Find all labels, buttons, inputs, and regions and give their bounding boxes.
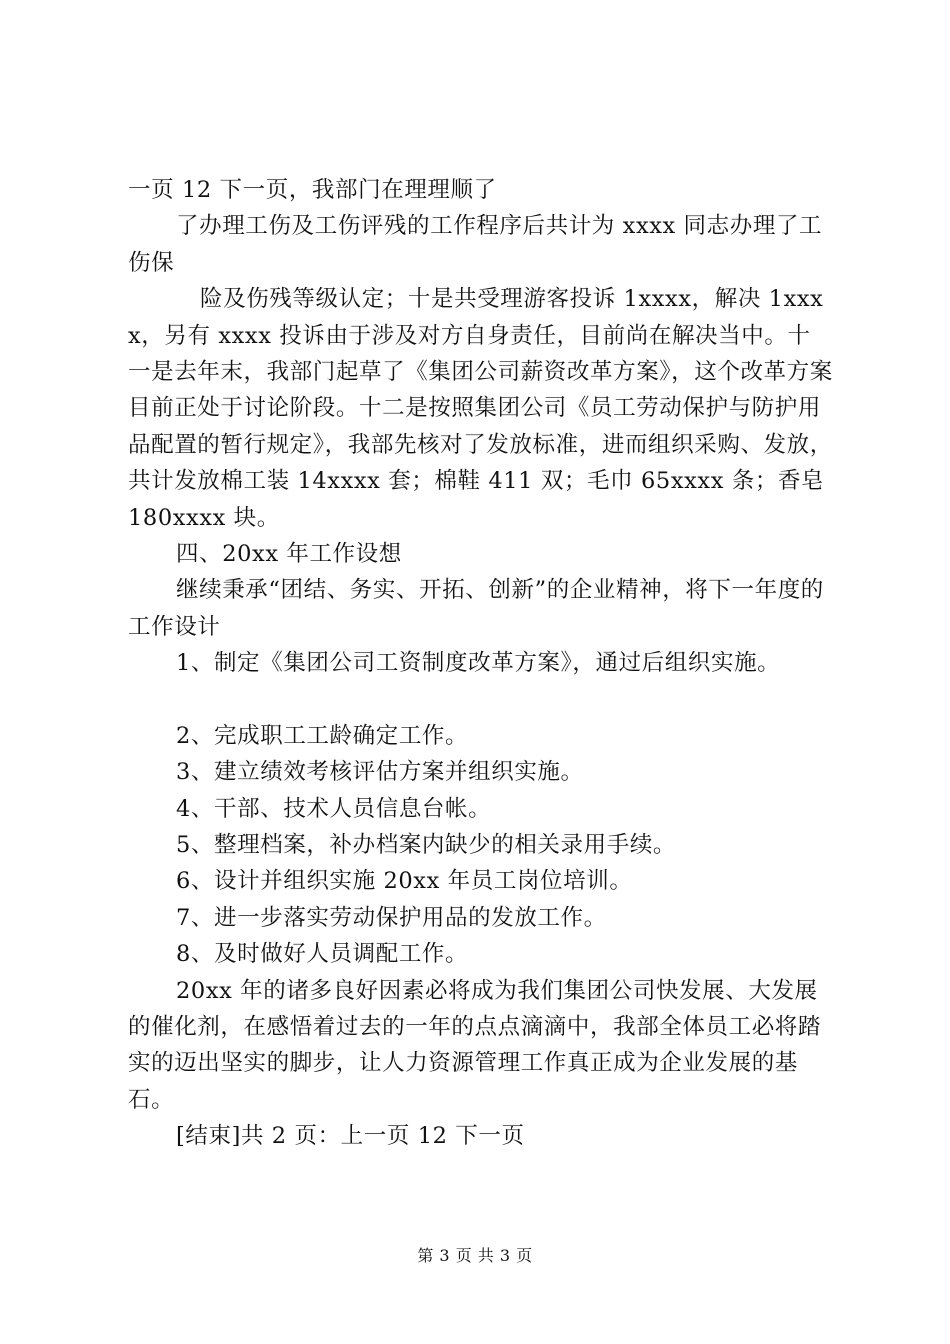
page-footer: 第 3 页 共 3 页 [417,1246,533,1265]
list-item-1: 1、制定《集团公司工资制度改革方案》，通过后组织实施。 [176,650,781,677]
list-item-7: 7、进一步落实劳动保护用品的发放工作。 [176,904,607,931]
paragraph-pagination-fragment: 一页 12 下一页，我部门在理理顺了 [128,177,497,203]
document-body [128,172,833,1155]
paragraph-conclusion: 20xx 年的诸多良好因素必将成为我们集团公司快发展、大发展的催化剂，在感悟着过去的一年的点点滴滴中，我部全体员工必将踏实的迈出坚实的脚步，让人力资源管理工作真正成为企业发展的基石。 [128,977,822,1113]
list-item-5: 5、整理档案，补办档案内缺少的相关录用手续。 [176,831,677,858]
list-item-6: 6、设计并组织实施 20xx 年员工岗位培训。 [176,868,633,895]
list-item-8: 8、及时做好人员调配工作。 [176,941,469,968]
list-item-3: 3、建立绩效考核评估方案并组织实施。 [176,759,584,786]
list-item-2: 2、完成职工工龄确定工作。 [176,722,469,749]
paragraph-enterprise-spirit: 继续秉承“团结、务实、开拓、创新”的企业精神，将下一年度的工作设计 [128,577,824,640]
list-item-4: 4、干部、技术人员信息台帐。 [176,795,492,822]
paragraph-work-injury: 了办理工伤及工伤评残的工作程序后共计为 xxxx 同志办理了工伤保 [128,213,823,276]
paragraph-end-pagination: [结束]共 2 页：上一页 12 下一页 [176,1123,525,1150]
paragraph-complaints-and-reforms: 险及伤残等级认定；十是共受理游客投诉 1xxxx，解决 1xxxx，另有 xxxx 投诉由于涉及对方自身责任，目前尚在解决当中。十一是去年末，我部门起草了《集团公司薪资改革方案》，这个改革方案目前正处于讨论阶段。十二是按照集团公司《员工劳动保护与防护用品配置的暂行规定》，我部先核对了发放标准，进而组织采购、发放，共计发放棉工装 14xxxx 套；棉鞋 411 双；毛巾 65xxxx 条；香皂 180xxxx 块。 [128,286,833,531]
section-heading-work-plan: 四、20xx 年工作设想 [176,541,402,568]
